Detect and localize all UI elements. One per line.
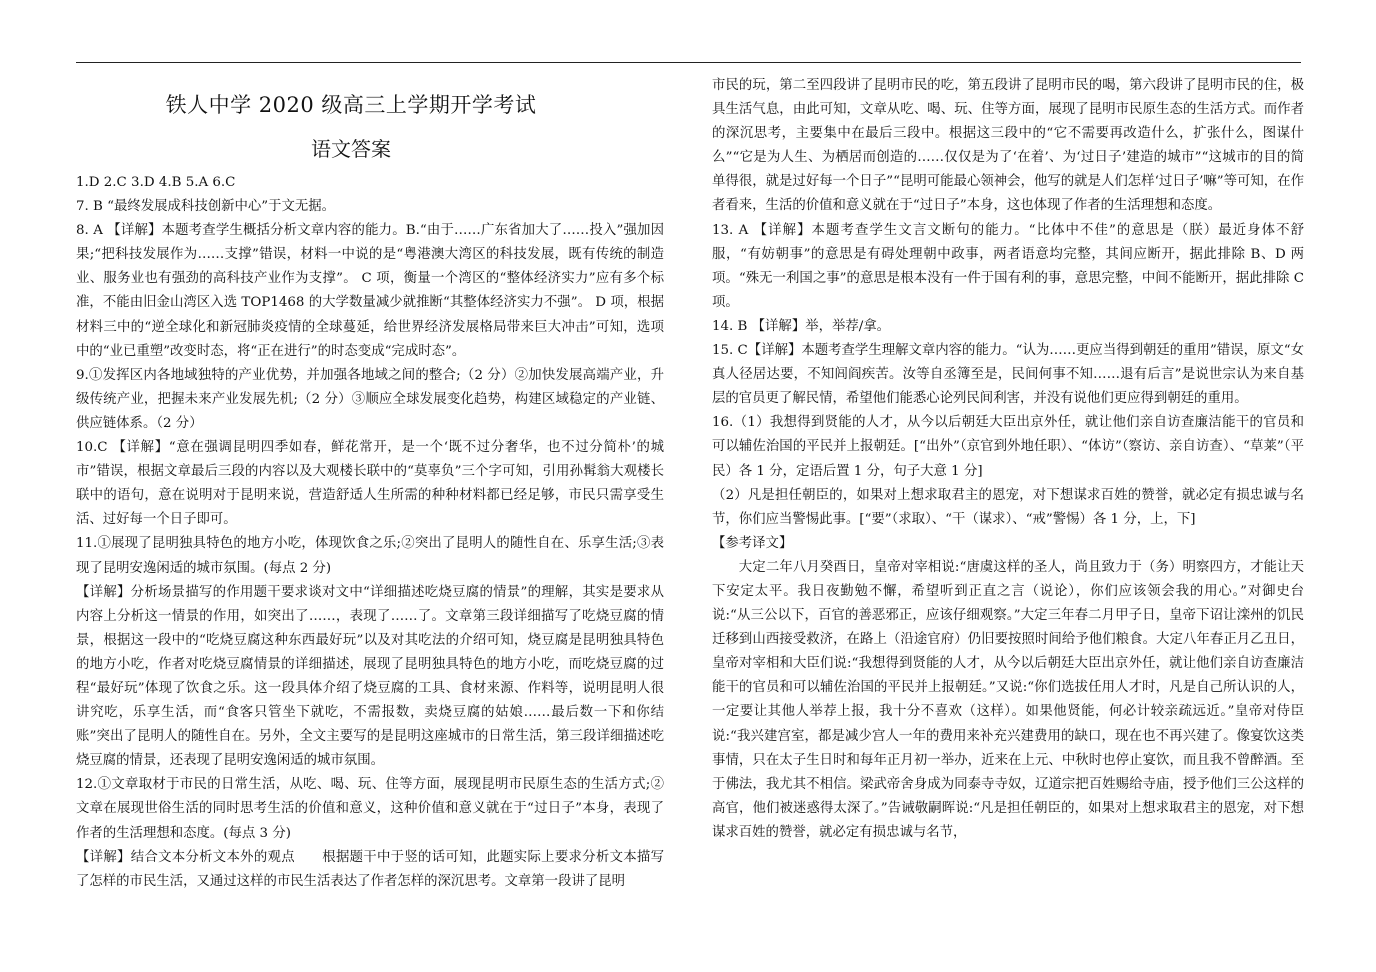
answer-16-1: 16.（1）我想得到贤能的人才，从今以后朝廷大臣出京外任，就让他们亲自访查廉洁能干的官员和可以辅佐治国的平民并上报朝廷。[“出外”（京官到外地任职）、“体访”（察访、亲自访查）、“草莱”（平民）各 1 分，定语后置 1 分，句子大意 1 分] [712,415,1304,479]
answer-14: 14. B 【详解】举，举荐/拿。 [712,318,891,334]
answer-8: 8. A 【详解】本题考查学生概括分析文章内容的能力。B.“由于……广东省加大了……投入”强加因果;“把科技发展作为……支撑”错误，材料一中说的是“粤港澳大湾区的科技发展，既有传统的制造业、服务业也有强劲的高科技产业作为支撑”。 C 项，衡量一个湾区的“整体经济实力”应有多个标准，不能由旧金山湾区入选 TOP1468 的大学数量减少就推断“其整体经济实力不强”。 D 项，根据材料三中的“逆全球化和新冠肺炎疫情的全球蔓延，给世界经济发展格局带来巨大冲击”可知，选项中的“业已重塑”改变时态，将“正在进行”的时态变成“完成时态”。 [76,223,664,359]
answer-12: 12.①文章取材于市民的日常生活，从吃、喝、玩、住等方面，展现昆明市民原生态的生活方式;②文章在展现世俗生活的同时思考生活的价值和意义，这种价值和意义就在于“过日子”本身，表现了作者的生活理想和态度。(每点 3 分) [76,777,664,841]
top-rule [76,62,1301,63]
answer-choices-1-6: 1.D 2.C 3.D 4.B 5.A 6.C [76,175,236,190]
answer-7: 7. B “最终发展成科技创新中心”于文无据。 [76,199,336,215]
answer-15: 15. C【详解】本题考查学生理解文章内容的能力。“认为……更应当得到朝廷的重用”错误，原文“女真人径居达要，不知闾阎疾苦。汝等自丞簿至是，民间何事不知……退有后言”是说世宗认为来自基层的官员更了解民情，希望他们能悉心论列民间利害，并没有说他们更应得到朝廷的重用。 [712,343,1304,407]
answer-9: 9.①发挥区内各地域独特的产业优势，并加强各地域之间的整合;（2 分）②加快发展高端产业，升级传统产业，把握未来产业发展先机;（2 分）③顺应全球发展变化趋势，构建区域稳定的产业链、供应链体系。（2 分） [76,367,664,431]
document-subtitle: 语文答案 [311,137,391,161]
document-title: 铁人中学 2020 级高三上学期开学考试 [165,93,537,117]
translation-heading: 【参考译文】 [712,535,793,551]
answer-16-2: （2）凡是担任朝臣的，如果对上想求取君主的恩宠，对下想谋求百姓的赞誉，就必定有损忠诚与名节，你们应当警惕此事。[“要”（求取）、“干（谋求）、“戒”警惕）各 1 分，上，下] [712,487,1304,527]
right-column [712,74,1304,845]
left-column [76,74,664,894]
translation-text: 大定二年八月癸酉日，皇帝对宰相说:“唐虞这样的圣人，尚且致力于（务）明察四方，才能让天下安定太平。我日夜勤勉不懈，希望听到正直之言（说论），你们应该领会我的用心。”对御史台说:“从三公以下，百官的善恶邪正，应该仔细观察。”大定三年春二月甲子日，皇帝下诏让滦州的饥民迁移到山西接受救济，在路上（沿途官府）仍旧要按照时间给予他们粮食。大定八年春正月乙丑日，皇帝对宰相和大臣们说:“我想得到贤能的人才，从今以后朝廷大臣出京外任，就让他们亲自访查廉洁能干的官员和可以辅佐治国的平民并上报朝廷。”又说:“你们选拔任用人才时，凡是自己所认识的人，一定要让其他人举荐上报，我十分不喜欢（这样）。如果他贤能，何必计较亲疏远近。”皇帝对侍臣说:“我兴建宫室，都是减少宫人一年的费用来补充兴建费用的缺口，现在也不再兴建了。像宴饮这类事情，只在太子生日时和每年正月初一举办，近来在上元、中秋时也停止宴饮，而且我不曾醉酒。至于佛法，我尤其不相信。梁武帝舍身成为同泰寺寺奴，辽道宗把百姓赐给寺庙，授予他们三公这样的高官，他们被迷惑得太深了。”告诫敬嗣晖说:“凡是担任朝臣的，如果对上想求取君主的恩宠，对下想谋求百姓的赞誉，就必定有损忠诚与名节， [712,559,1304,840]
answer-12-detail: 【详解】结合文本分析文本外的观点 根据题干中于竖的话可知，此题实际上要求分析文本描写了怎样的市民生活，又通过这样的市民生活表达了作者怎样的深沉思考。文章第一段讲了昆明 [76,849,664,889]
answer-10: 10.C 【详解】“意在强调昆明四季如春，鲜花常开，是一个‘既不过分奢华，也不过分简朴’的城市”错误，根据文章最后三段的内容以及大观楼长联中的“莫辜负”三个字可知，引用孙髯翁大观楼长联中的语句，意在说明对于昆明来说，营造舒适人生所需的种种材料都已经足够，市民只需享受生活、过好每一个日子即可。 [76,440,664,528]
answer-12-detail-cont: 市民的玩，第二至四段讲了昆明市民的吃，第五段讲了昆明市民的喝，第六段讲了昆明市民的住，极具生活气息，由此可知，文章从吃、喝、玩、住等方面，展现了昆明市民原生态的生活方式。而作者的深沉思考，主要集中在最后三段中。根据这三段中的“它不需要再改造什么，扩张什么，图谋什么”“它是为人生、为栖居而创造的……仅仅是为了‘在着’、为‘过日子’建造的城市”“这城市的目的简单得很，就是过好每一个日子”“昆明可能最心领神会，他写的就是人们怎样‘过日子’嘛”等可知，在作者看来，生活的价值和意义就在于“过日子”本身，这也体现了作者的生活理想和态度。 [712,78,1304,214]
answer-11-detail: 【详解】分析场景描写的作用题干要求谈对文中“详细描述吃烧豆腐的情景”的理解，其实是要求从内容上分析这一情景的作用，如突出了……，表现了……了。文章第三段详细描写了吃烧豆腐的情景，根据这一段中的“吃烧豆腐这种东西最好玩”以及对其吃法的介绍可知，烧豆腐是昆明独具特色的地方小吃，作者对吃烧豆腐情景的详细描述，展现了昆明独具特色的地方小吃，而吃烧豆腐的过程“最好玩”体现了饮食之乐。这一段具体介绍了烧豆腐的工具、食材来源、作料等，说明昆明人很讲究吃，乐享生活，而“食客只管坐下就吃，不需报数，卖烧豆腐的姑娘……最后数一下和你结账”突出了昆明人的随性自在。另外，全文主要写的是昆明这座城市的日常生活，第三段详细描述吃烧豆腐的情景，还表现了昆明安逸闲适的城市氛围。 [76,584,664,769]
answer-13: 13. A 【详解】本题考查学生文言文断句的能力。“比体中不佳”的意思是（朕）最近身体不舒服，“有妨朝事”的意思是有碍处理朝中政事，两者语意均完整，其间应断开，据此排除 B、D 两项。“殊无一利国之事”的意思是根本没有一件于国有利的事，意思完整，中间不能断开，据此排除 C 项。 [712,222,1304,310]
answer-11: 11.①展现了昆明独具特色的地方小吃，体现饮食之乐;②突出了昆明人的随性自在、乐享生活;③表现了昆明安逸闲适的城市氛围。(每点 2 分) [76,536,664,576]
